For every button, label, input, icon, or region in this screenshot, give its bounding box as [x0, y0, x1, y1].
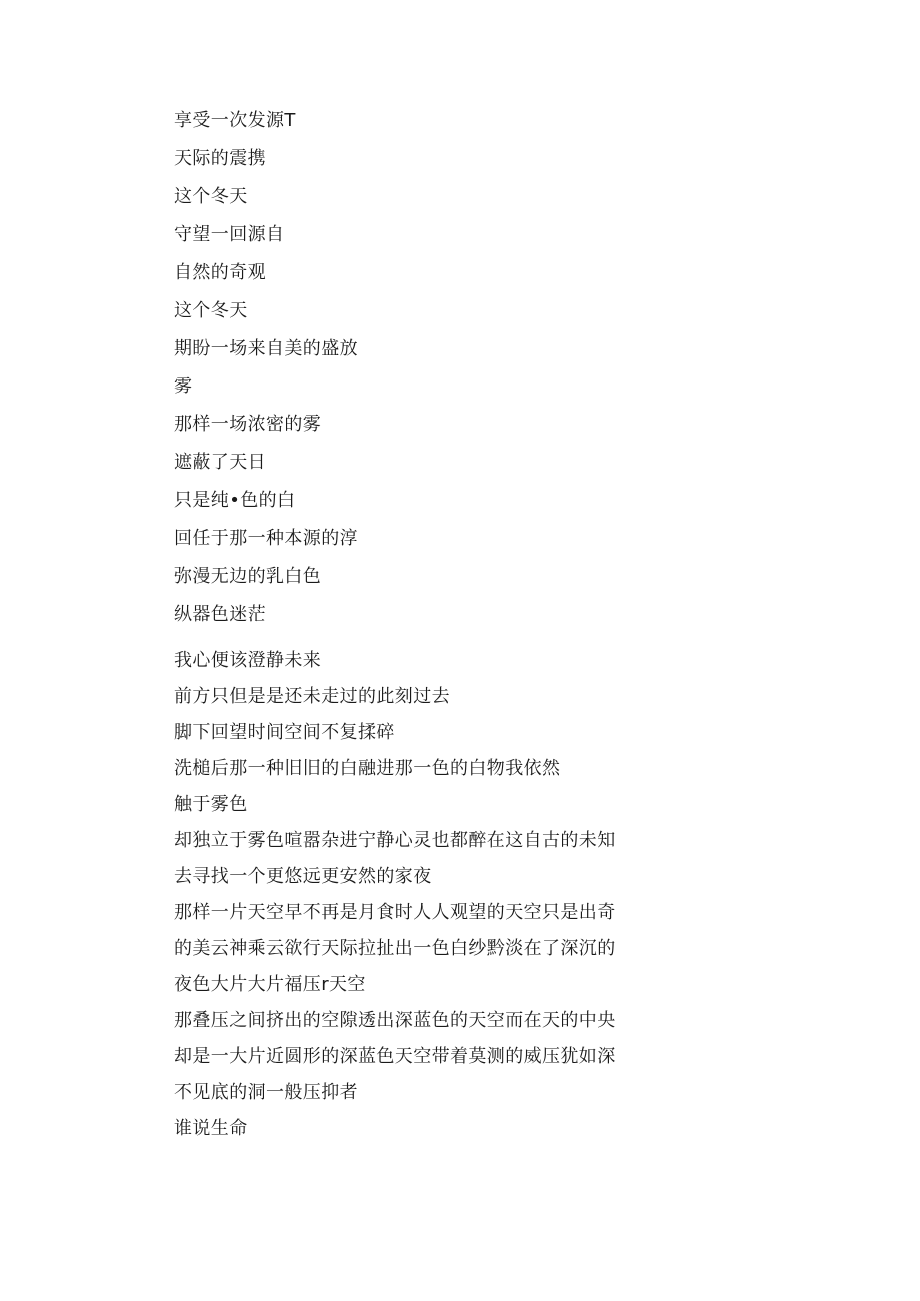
poem-line: 不见底的洞一般压抑者 [174, 1082, 358, 1103]
poem-line: 这个冬天 [174, 300, 248, 321]
poem-line: 雾 [174, 376, 193, 397]
poem-line: 只是纯•色的白 [174, 490, 296, 511]
poem-line: 纵器色迷茫 [174, 604, 266, 625]
poem-stanza-1 [174, 112, 358, 644]
poem-line: 洗槌后那一种旧旧的白融进那一色的白物我依然 [174, 758, 561, 779]
poem-line: 自然的奇观 [174, 262, 266, 283]
poem-line: 谁说生命 [174, 1118, 248, 1139]
poem-line: 我心便该澄静未来 [174, 650, 322, 671]
poem-stanza-2 [174, 652, 616, 1156]
poem-line: 弥漫无边的乳白色 [174, 566, 322, 587]
poem-line: 却独立于雾色喧嚣杂进宁静心灵也都醉在这自古的未知 [174, 830, 616, 851]
poem-line: 的美云神乘云欲行天际拉扯出一色白纱黔淡在了深沉的 [174, 938, 616, 959]
poem-line: 遮蔽了天日 [174, 452, 266, 473]
poem-line: 触于雾色 [174, 794, 248, 815]
poem-line: 却是一大片近圆形的深蓝色天空带着莫测的威压犹如深 [174, 1046, 616, 1067]
poem-line: 回任于那一种本源的淳 [174, 528, 358, 549]
poem-line: 享受一次发源T [174, 110, 296, 131]
poem-line: 夜色大片大片福压r天空 [174, 974, 366, 995]
poem-line: 天际的震携 [174, 148, 266, 169]
poem-line: 去寻找一个更悠远更安然的家夜 [174, 866, 432, 887]
poem-line: 那叠压之间挤出的空隙透出深蓝色的天空而在天的中央 [174, 1010, 616, 1031]
poem-line: 前方只但是是还未走过的此刻过去 [174, 686, 450, 707]
poem-line: 那样一场浓密的雾 [174, 414, 322, 435]
poem-line: 那样一片天空早不再是月食时人人观望的天空只是出奇 [174, 902, 616, 923]
poem-line: 守望一回源自 [174, 224, 285, 245]
poem-line: 期盼一场来自美的盛放 [174, 338, 358, 359]
poem-line: 脚下回望时间空间不复揉碎 [174, 722, 395, 743]
poem-line: 这个冬天 [174, 186, 248, 207]
